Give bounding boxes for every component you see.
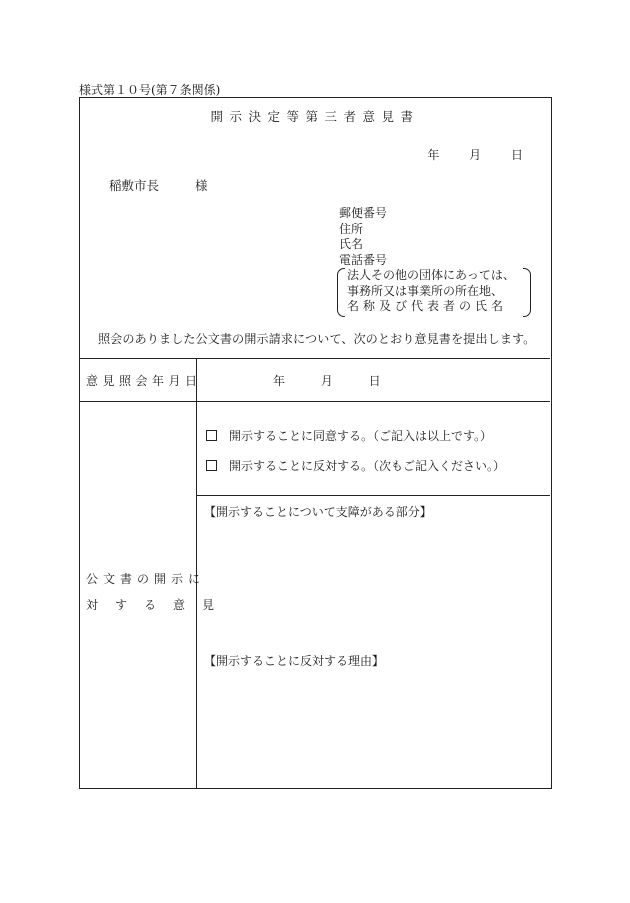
reason-section-heading: 【開示することに反対する理由】: [204, 654, 385, 668]
opinion-form-frame: [79, 97, 552, 789]
name-label: 氏名: [339, 237, 364, 251]
option-oppose[interactable]: [206, 457, 505, 474]
corp-note-line-1: 法人その他の団体にあっては、: [347, 268, 515, 282]
addressee: [109, 176, 208, 194]
document-title: 開示決定等第三者意見書: [210, 109, 420, 124]
option-oppose-label: 開示することに反対する。（次もご記入ください。）: [229, 459, 506, 473]
inquiry-date-label: 意見照会年月日: [86, 374, 202, 388]
option-agree[interactable]: [206, 427, 492, 444]
opinion-label: [86, 566, 231, 618]
table-row-rule: [80, 401, 550, 402]
opinion-label-line-2: 対する意見: [86, 598, 232, 612]
options-divider: [196, 495, 550, 496]
bracket-right: [523, 268, 531, 317]
opinion-label-line-1: 公文書の開示に: [86, 572, 206, 586]
intro-text: 照会のありました公文書の開示請求について、次のとおり意見書を提出します。: [98, 332, 536, 346]
corp-note-line-3: 名称及び代表者の氏名: [347, 299, 508, 313]
addressee-name: 稲敷市長: [109, 178, 160, 193]
obstacle-section-heading: 【開示することについて支障がある部分】: [204, 505, 432, 519]
phone-label: 電話番号: [339, 252, 388, 267]
submission-date: 年 月 日: [427, 148, 523, 162]
bracket-left: [337, 268, 345, 317]
inquiry-date-value: 年 月 日: [273, 374, 381, 388]
table-top-rule: [80, 358, 550, 359]
agree-checkbox[interactable]: [206, 430, 217, 441]
postal-code-label: 郵便番号: [339, 206, 388, 220]
applicant-fields: [339, 206, 387, 268]
form-number: 様式第１０号(第７条関係): [79, 83, 221, 97]
option-agree-label: 開示することに同意する。（ご記入は以上です。）: [229, 429, 493, 443]
address-label: 住所: [339, 221, 364, 236]
corp-note-line-2: 事務所又は事業所の所在地、: [347, 283, 504, 298]
addressee-honorific: 様: [195, 178, 208, 193]
corporation-note: [339, 268, 515, 315]
oppose-checkbox[interactable]: [206, 460, 217, 471]
